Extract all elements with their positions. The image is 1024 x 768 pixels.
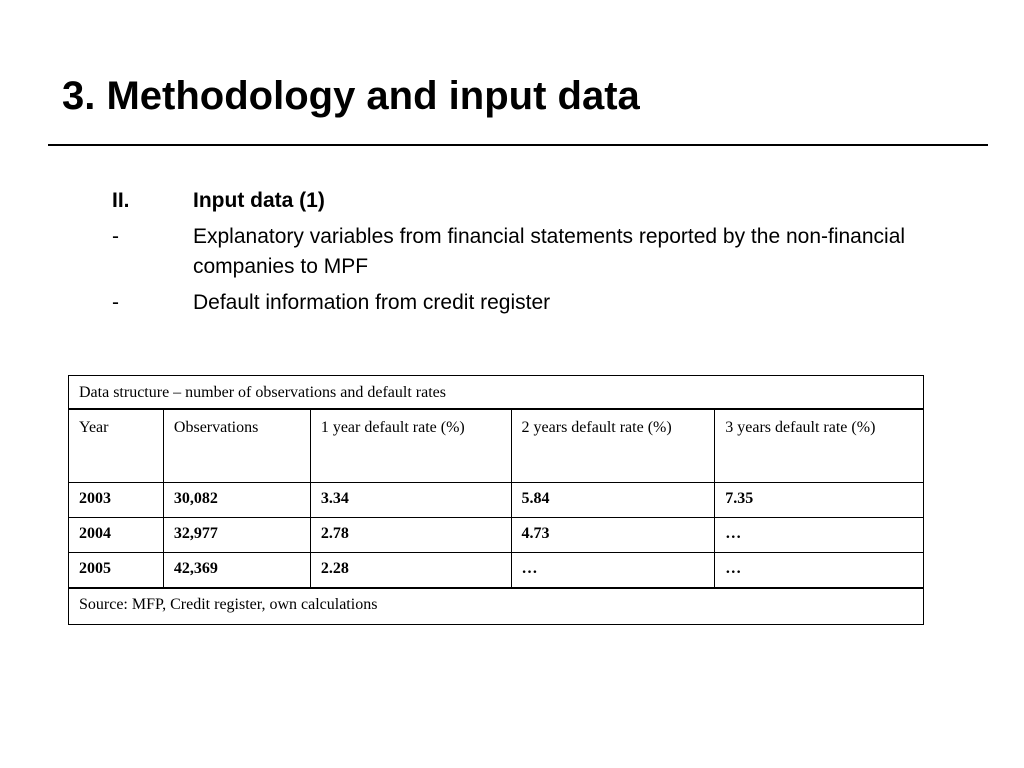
table-row bbox=[69, 518, 924, 553]
table-row bbox=[69, 553, 924, 589]
title-divider bbox=[48, 144, 988, 146]
table-cell: … bbox=[511, 553, 715, 589]
table-row bbox=[69, 483, 924, 518]
bullet-list bbox=[112, 186, 932, 324]
column-header: Year bbox=[69, 409, 164, 483]
column-header: 1 year default rate (%) bbox=[310, 409, 511, 483]
table-cell: … bbox=[715, 518, 924, 553]
table-cell: 2004 bbox=[69, 518, 164, 553]
table-cell: 42,369 bbox=[163, 553, 310, 589]
column-header: Observations bbox=[163, 409, 310, 483]
section-number: II. bbox=[112, 189, 130, 212]
table-cell: 30,082 bbox=[163, 483, 310, 518]
slide-title: 3. Methodology and input data bbox=[62, 74, 640, 118]
section-heading-text: Input data (1) bbox=[193, 189, 325, 212]
table-source-note: Source: MFP, Credit register, own calculations bbox=[69, 588, 924, 625]
bullet-item bbox=[112, 288, 932, 318]
bullet-item bbox=[112, 222, 932, 282]
table-source-row bbox=[69, 588, 924, 625]
table-caption-row bbox=[69, 376, 924, 410]
table-cell: 2005 bbox=[69, 553, 164, 589]
bullet-dash: - bbox=[112, 291, 119, 314]
table-cell: 3.34 bbox=[310, 483, 511, 518]
table-caption: Data structure – number of observations and default rates bbox=[69, 376, 924, 410]
table-cell: … bbox=[715, 553, 924, 589]
table-cell: 2.78 bbox=[310, 518, 511, 553]
table-cell: 4.73 bbox=[511, 518, 715, 553]
data-structure-table bbox=[68, 375, 924, 625]
bullet-text: Explanatory variables from financial statements reported by the non-financial companies to MPF bbox=[193, 225, 906, 278]
bullet-dash: - bbox=[112, 225, 119, 248]
table-header-row bbox=[69, 409, 924, 483]
table-cell: 5.84 bbox=[511, 483, 715, 518]
table-cell: 7.35 bbox=[715, 483, 924, 518]
table-cell: 32,977 bbox=[163, 518, 310, 553]
bullet-text: Default information from credit register bbox=[193, 291, 551, 314]
column-header: 3 years default rate (%) bbox=[715, 409, 924, 483]
section-heading bbox=[112, 186, 932, 216]
column-header: 2 years default rate (%) bbox=[511, 409, 715, 483]
table-cell: 2003 bbox=[69, 483, 164, 518]
table-cell: 2.28 bbox=[310, 553, 511, 589]
